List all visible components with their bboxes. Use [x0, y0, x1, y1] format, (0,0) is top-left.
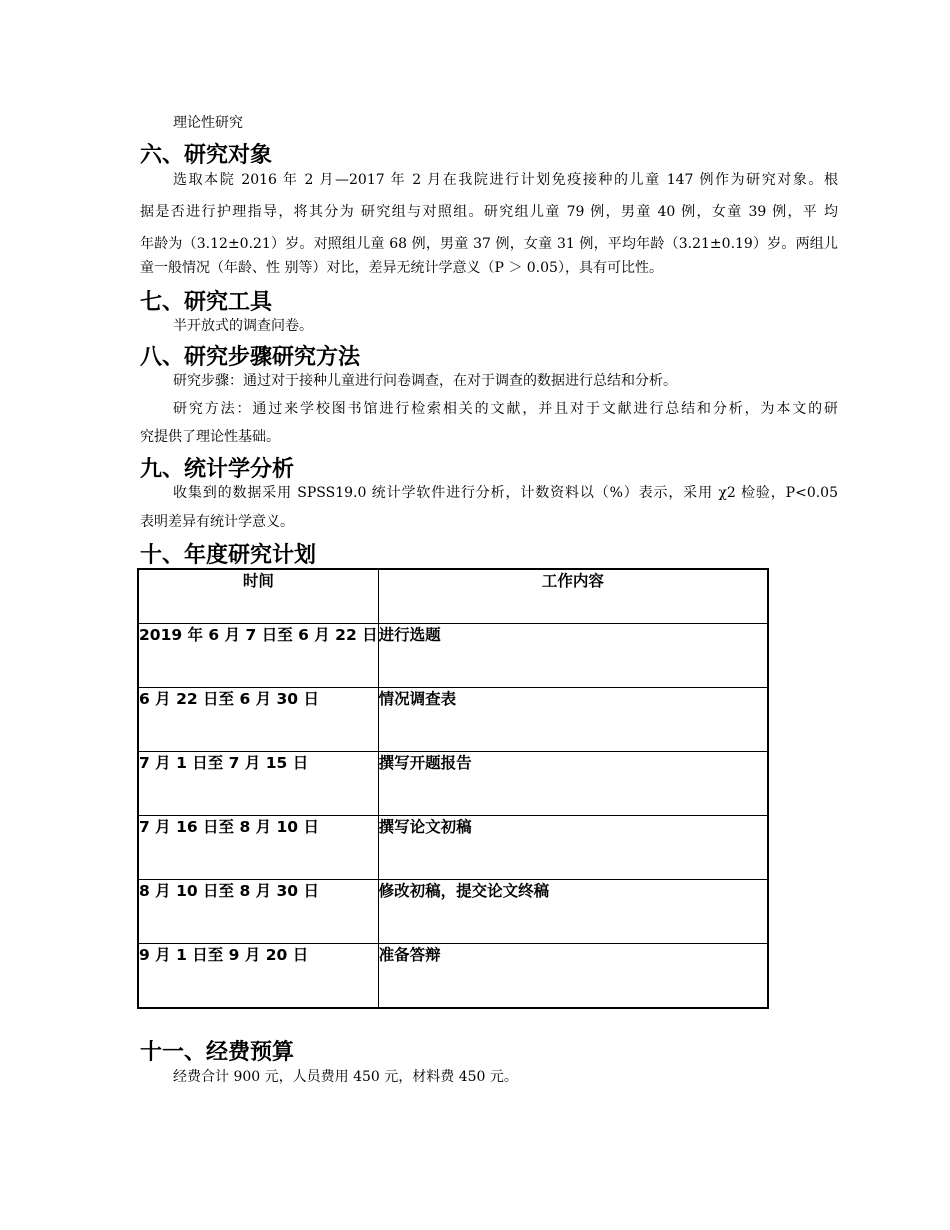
table-cell-time: 6 月 22 日至 6 月 30 日 — [138, 688, 378, 752]
paragraph-line: 经费合计 900 元，人员费用 450 元，材料费 450 元。 — [173, 1069, 518, 1085]
section-heading-research-subjects: 六、研究对象 — [140, 143, 273, 168]
table-cell-content: 修改初稿，提交论文终稿 — [378, 880, 768, 944]
paragraph-line: 究提供了理论性基础。 — [140, 429, 280, 445]
table-row — [138, 880, 768, 944]
paragraph-line: 表明差异有统计学意义。 — [140, 514, 294, 530]
table-cell-content: 进行选题 — [378, 624, 768, 688]
section-heading-budget: 十一、经费预算 — [140, 1040, 295, 1065]
section-heading-statistics: 九、统计学分析 — [140, 457, 295, 482]
paragraph-line: 研究方法：通过来学校图书馆进行检索相关的文献，并且对于文献进行总结和分析，为本文的研 — [173, 401, 838, 417]
section-heading-research-tools: 七、研究工具 — [140, 290, 273, 315]
table-header-content: 工作内容 — [378, 569, 768, 624]
table-cell-time: 9 月 1 日至 9 月 20 日 — [138, 944, 378, 1009]
paragraph-line: 选取本院 2016 年 2 月—2017 年 2 月在我院进行计划免疫接种的儿童 147 例作为研究对象。根 — [173, 172, 838, 188]
annual-plan-table — [137, 568, 769, 1009]
table-row — [138, 816, 768, 880]
paragraph-line: 研究步骤：通过对于接种儿童进行问卷调查，在对于调查的数据进行总结和分析。 — [173, 373, 677, 389]
table-cell-content: 情况调查表 — [378, 688, 768, 752]
paragraph-line: 童一般情况（年龄、性 别等）对比，差异无统计学意义（P ＞ 0.05），具有可比性。 — [140, 260, 663, 276]
table-cell-content: 准备答辩 — [378, 944, 768, 1009]
table-cell-time: 7 月 1 日至 7 月 15 日 — [138, 752, 378, 816]
table-row — [138, 752, 768, 816]
table-row — [138, 624, 768, 688]
paragraph-line: 年龄为（3.12±0.21）岁。对照组儿童 68 例，男童 37 例，女童 31 例，平均年龄（3.21±0.19）岁。两组儿 — [140, 236, 838, 252]
table-cell-time: 7 月 16 日至 8 月 10 日 — [138, 816, 378, 880]
table-row — [138, 688, 768, 752]
paragraph-line: 半开放式的调查问卷。 — [173, 318, 313, 334]
table-cell-time: 8 月 10 日至 8 月 30 日 — [138, 880, 378, 944]
section-heading-annual-plan: 十、年度研究计划 — [140, 543, 317, 568]
paragraph-line: 据是否进行护理指导，将其分为 研究组与对照组。研究组儿童 79 例，男童 40 例，女童 39 例，平 均 — [140, 204, 838, 220]
table-row — [138, 944, 768, 1009]
table-header-row — [138, 569, 768, 624]
table-header-time: 时间 — [138, 569, 378, 624]
table-cell-content: 撰写论文初稿 — [378, 816, 768, 880]
intro-line: 理论性研究 — [173, 115, 243, 131]
paragraph-line: 收集到的数据采用 SPSS19.0 统计学软件进行分析，计数资料以（%）表示，采用 χ2 检验，P<0.05 — [173, 485, 838, 501]
section-heading-steps-methods: 八、研究步骤研究方法 — [140, 345, 361, 370]
table-cell-time: 2019 年 6 月 7 日至 6 月 22 日 — [138, 624, 378, 688]
table-cell-content: 撰写开题报告 — [378, 752, 768, 816]
